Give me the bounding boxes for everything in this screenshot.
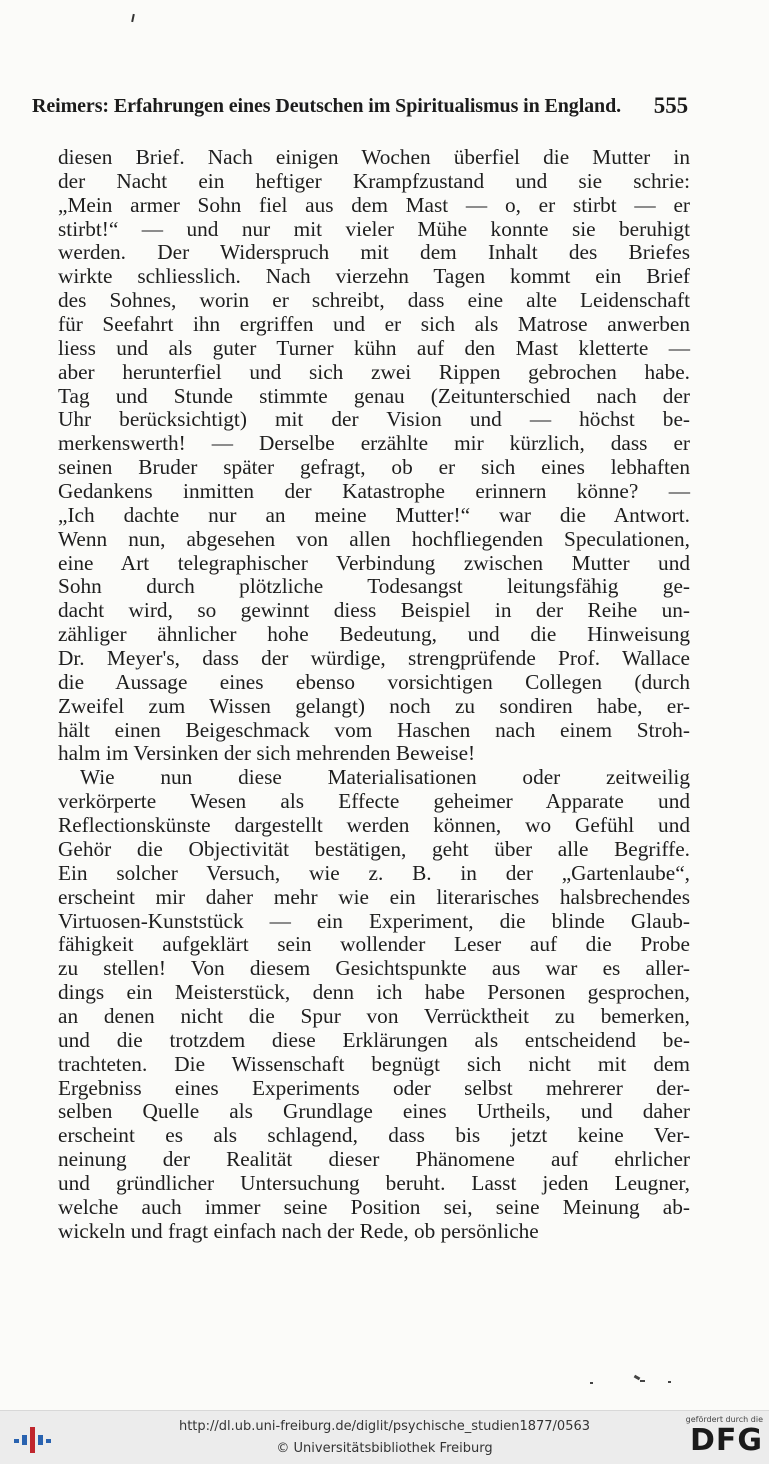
text-line: und gründlicher Untersuchung beruht. Lasst jeden Leugner, xyxy=(58,1170,690,1195)
text-line: zu stellen! Von diesem Gesichtspunkte aus war es aller- xyxy=(58,956,690,981)
text-line: werden. Der Widerspruch mit dem Inhalt des Briefes xyxy=(58,240,690,265)
text-line: Reflectionskünste dargestellt werden können, wo Gefühl und xyxy=(58,813,690,838)
source-url-link[interactable]: http://dl.ub.uni-freiburg.de/diglit/psychische_studien1877/0563 xyxy=(178,1419,591,1434)
text-line: welche auch immer seine Position sei, seine Meinung ab- xyxy=(58,1194,690,1219)
text-line: „Ich dachte nur an meine Mutter!“ war die Antwort. xyxy=(58,502,690,527)
text-line: Tag und Stunde stimmte genau (Zeitunterschied nach der xyxy=(58,383,690,408)
text-line: merkenswerth! — Derselbe erzählte mir kürzlich, dass er xyxy=(58,431,690,456)
text-line: Zweifel zum Wissen gelangt) noch zu sondiren habe, er- xyxy=(58,693,690,718)
text-line: erscheint mir daher mehr wie ein literarisches halsbrechendes xyxy=(58,884,690,909)
text-line: für Seefahrt ihn ergriffen und er sich als Matrose anwerben xyxy=(58,312,690,337)
text-line: an denen nicht die Spur von Verrücktheit zu bemerken, xyxy=(58,1003,690,1028)
text-line: die Aussage eines ebenso vorsichtigen Collegen (durch xyxy=(58,669,690,694)
text-line: Wie nun diese Materialisationen oder zeitweilig xyxy=(80,765,690,790)
text-line: „Mein armer Sohn fiel aus dem Mast — o, er stirbt — er xyxy=(58,192,690,217)
text-line: neinung der Realität dieser Phänomene auf ehrlicher xyxy=(58,1147,690,1172)
text-line: Ergebniss eines Experiments oder selbst mehrerer der- xyxy=(58,1075,690,1100)
text-line: liess und als guter Turner kühn auf den Mast kletterte — xyxy=(58,335,690,360)
text-line: seinen Bruder später gefragt, ob er sich eines lebhaften xyxy=(58,455,690,480)
body-text xyxy=(58,146,690,1244)
dfg-funded-label: gefördert durch die xyxy=(685,1415,763,1424)
text-line: Dr. Meyer's, dass der würdige, strengprüfende Prof. Wallace xyxy=(58,646,690,671)
text-line: dings ein Meisterstück, denn ich habe Personen gesprochen, xyxy=(58,980,690,1005)
header-title: Reimers: Erfahrungen eines Deutschen im Spiritualismus in England. xyxy=(32,95,622,117)
dfg-logo[interactable] xyxy=(677,1415,763,1461)
text-line: wirkte schliesslich. Nach vierzehn Tagen kommt ein Brief xyxy=(58,264,690,289)
text-line: Gedankens inmitten der Katastrophe erinnern könne? — xyxy=(58,479,690,504)
text-line: halm im Versinken der sich mehrenden Beweise! xyxy=(58,741,476,766)
text-line: selben Quelle als Grundlage eines Urtheils, und daher xyxy=(58,1099,690,1124)
text-line: Wenn nun, abgesehen von allen hochfliegenden Speculationen, xyxy=(58,526,690,551)
page-number: 555 xyxy=(653,93,688,118)
dfg-logo-text: DFG xyxy=(689,1423,763,1458)
ink-specks xyxy=(590,1370,680,1390)
text-line: Uhr berücksichtigt) mit der Vision und — höchst be- xyxy=(58,407,690,432)
text-line: Virtuosen-Kunststück — ein Experiment, die blinde Glaub- xyxy=(58,908,690,933)
text-line: wickeln und fragt einfach nach der Rede, ob persönliche xyxy=(58,1218,539,1243)
text-line: diesen Brief. Nach einigen Wochen überfiel die Mutter in xyxy=(58,145,690,169)
text-line: Ein solcher Versuch, wie z. B. in der „Gartenlaube“, xyxy=(58,860,690,885)
text-line: eine Art telegraphischer Verbindung zwischen Mutter und xyxy=(58,550,690,575)
text-line: der Nacht ein heftiger Krampfzustand und sie schrie: xyxy=(58,168,690,193)
text-line: Sohn durch plötzliche Todesangst leitungsfähig ge- xyxy=(58,574,690,599)
text-line: stirbt!“ — und nur mit vieler Mühe konnte sie beruhigt xyxy=(58,216,690,241)
ink-mark xyxy=(131,14,135,22)
running-header xyxy=(32,92,688,120)
copyright-notice: © Universitätsbibliothek Freiburg xyxy=(276,1441,493,1456)
text-line: trachteten. Die Wissenschaft begnügt sich nicht mit dem xyxy=(58,1051,690,1076)
text-line: fähigkeit aufgeklärt sein wollender Leser auf die Probe xyxy=(58,932,690,957)
text-line: des Sohnes, worin er schreibt, dass eine alte Leidenschaft xyxy=(58,288,690,313)
text-line: erscheint es als schlagend, dass bis jetzt keine Ver- xyxy=(58,1123,690,1148)
text-line: aber herunterfiel und sich zwei Rippen gebrochen habe. xyxy=(58,359,690,384)
text-line: und die trotzdem diese Erklärungen als entscheidend be- xyxy=(58,1027,690,1052)
text-line: Gehör die Objectivität bestätigen, geht über alle Begriffe. xyxy=(58,836,690,861)
footer-bar xyxy=(0,1410,769,1464)
text-line: hält einen Beigeschmack vom Haschen nach einem Stroh- xyxy=(58,717,690,742)
text-line: dacht wird, so gewinnt diess Beispiel in der Reihe un- xyxy=(58,598,690,623)
text-line: zähliger ähnlicher hohe Bedeutung, und die Hinweisung xyxy=(58,622,690,647)
text-line: verkörperte Wesen als Effecte geheimer Apparate und xyxy=(58,789,690,814)
